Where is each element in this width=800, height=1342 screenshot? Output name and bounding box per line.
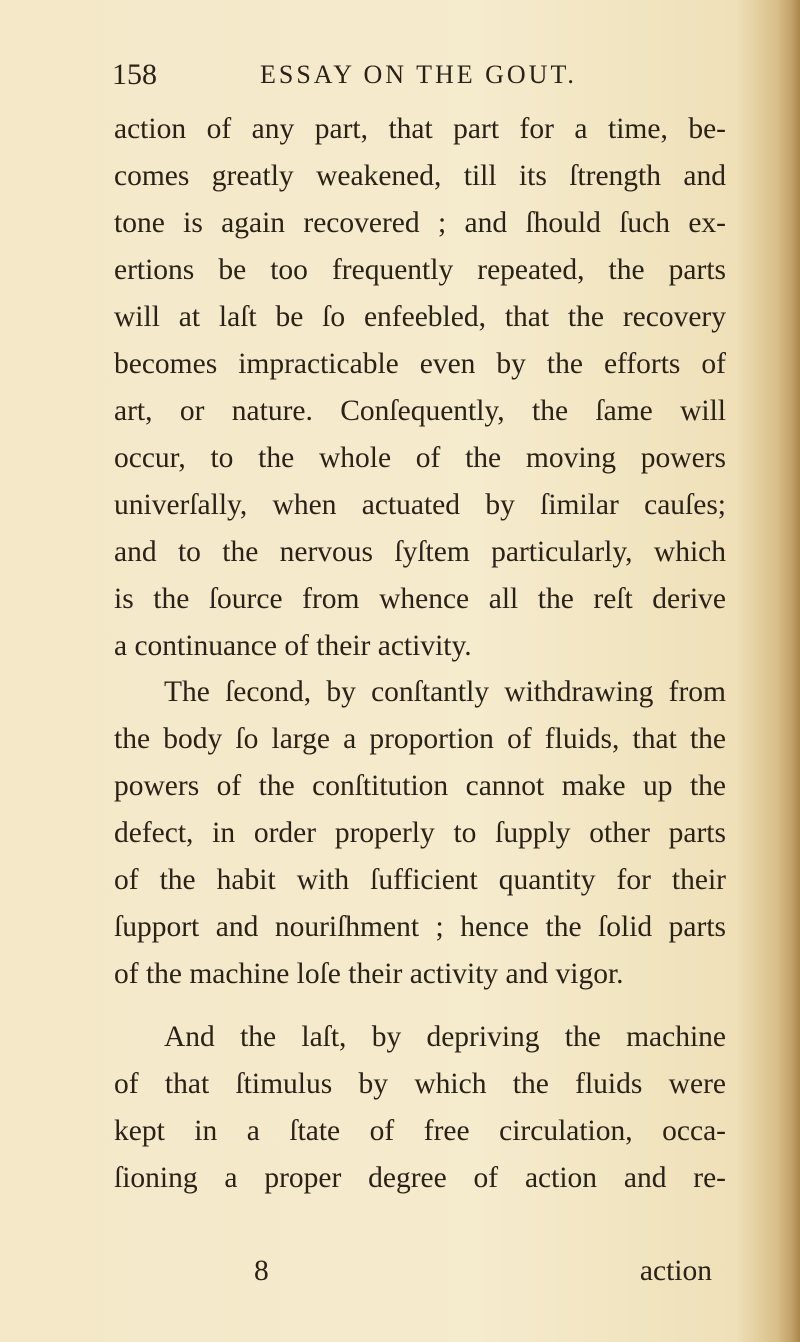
catchword: action <box>639 1255 712 1287</box>
text-line: ſupport and nouriſhment ; hence the ſolid parts <box>114 911 726 943</box>
text-line: of that ſtimulus by which the fluids were <box>114 1068 726 1100</box>
page-header <box>112 58 722 98</box>
text-line: and to the nervous ſyſtem particularly, which <box>114 536 726 568</box>
text-line: action of any part, that part for a time, be- <box>114 113 726 145</box>
paragraph-3 <box>114 1014 726 1202</box>
text-line: And the laſt, by depriving the machine <box>164 1021 726 1053</box>
page-number: 158 <box>112 58 157 91</box>
running-head: ESSAY ON THE GOUT. <box>260 60 577 89</box>
text-line: occur, to the whole of the moving powers <box>114 442 726 474</box>
text-line: tone is again recovered ; and ſhould ſuch ex- <box>114 207 726 239</box>
text-line: kept in a ſtate of free circulation, occa- <box>114 1115 726 1147</box>
page-footer <box>114 1248 726 1295</box>
text-line: ertions be too frequently repeated, the parts <box>114 254 726 286</box>
paragraph-1 <box>114 106 726 670</box>
text-line: a continuance of their activity. <box>114 630 472 662</box>
text-line: defect, in order properly to ſupply other parts <box>114 817 726 849</box>
text-line: The ſecond, by conſtantly withdrawing from <box>164 676 726 708</box>
text-line: ſioning a proper degree of action and re- <box>114 1162 726 1194</box>
text-line: will at laſt be ſo enfeebled, that the recovery <box>114 301 726 333</box>
page-edge-shadow <box>778 0 800 1342</box>
text-line: of the habit with ſufficient quantity for their <box>114 864 726 896</box>
paragraph-2 <box>114 669 726 998</box>
text-line: powers of the conſtitution cannot make up the <box>114 770 726 802</box>
text-line: art, or nature. Conſequently, the ſame will <box>114 395 726 427</box>
text-line: the body ſo large a proportion of fluids, that the <box>114 723 726 755</box>
text-line: is the ſource from whence all the reſt derive <box>114 583 726 615</box>
signature-mark: 8 <box>254 1255 269 1287</box>
text-line: of the machine loſe their activity and vigor. <box>114 958 624 990</box>
text-line: univerſally, when actuated by ſimilar cauſes; <box>114 489 726 521</box>
text-line: comes greatly weakened, till its ſtrength and <box>114 160 726 192</box>
text-line: becomes impracticable even by the efforts of <box>114 348 726 380</box>
